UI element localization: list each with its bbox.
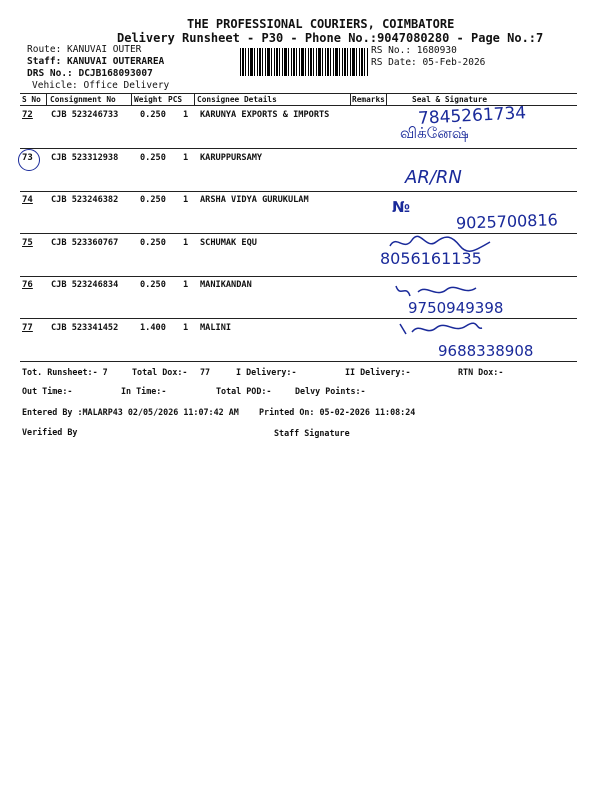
row-weight: 0.250 (140, 280, 166, 290)
row-consignment-no: CJB 523360767 (51, 238, 119, 248)
row-separator (20, 318, 577, 319)
signature-scribble-icon (396, 320, 486, 340)
row-pcs: 1 (183, 323, 189, 333)
handwritten-phone: 9750949398 (408, 299, 504, 317)
total-dox-label: Total Dox:- (132, 367, 188, 377)
entered-by: Entered By :MALARP43 02/05/2026 11:07:42 AM (22, 407, 239, 417)
row-consignee: MALINI (200, 323, 232, 333)
handwritten-phone: 9688338908 (438, 342, 534, 360)
row-weight: 0.250 (140, 110, 166, 120)
row-pcs: 1 (183, 280, 189, 290)
vehicle-label: Vehicle: Office Delivery (32, 80, 170, 91)
total-pod: Total POD:- (216, 386, 272, 396)
row-separator (20, 191, 577, 192)
table-bottom-border (20, 361, 577, 362)
row-separator (20, 148, 577, 149)
col-divider (131, 93, 132, 105)
printed-on: Printed On: 05-02-2026 11:08:24 (259, 407, 416, 417)
staff-signature: Staff Signature (274, 428, 350, 438)
handwritten-signature: விக்னேஷ் (400, 124, 469, 142)
row-consignment-no: CJB 523246834 (51, 280, 119, 290)
row-sno: 74 (22, 195, 33, 205)
company-name: THE PROFESSIONAL COURIERS, COIMBATORE (187, 17, 455, 31)
staff-label: Staff: KANUVAI OUTERAREA (27, 56, 165, 67)
col-divider (386, 93, 387, 105)
row-consignee: KARUPPURSAMY (200, 153, 263, 163)
delivery-points: Delvy Points:- (295, 386, 366, 396)
col-divider (46, 93, 47, 105)
row-consignment-no: CJB 523312938 (51, 153, 119, 163)
col-seal-signature: Seal & Signature (412, 95, 488, 104)
handwritten-signature: AR/RN (405, 167, 462, 188)
row-sno: 77 (22, 323, 33, 333)
col-sno: S No (22, 95, 41, 104)
row-weight: 0.250 (140, 153, 166, 163)
row-pcs: 1 (183, 195, 189, 205)
col-divider (350, 93, 351, 105)
out-time: Out Time:- (22, 386, 73, 396)
row-pcs: 1 (183, 153, 189, 163)
rs-number: RS No.: 1680930 (371, 45, 457, 56)
row-consignee: ARSHA VIDYA GURUKULAM (200, 195, 309, 205)
barcode-image (240, 48, 368, 76)
row-consignee: SCHUMAK EQU (200, 238, 257, 248)
row-consignee: KARUNYA EXPORTS & IMPORTS (200, 110, 330, 120)
handwritten-phone: 9025700816 (455, 210, 559, 233)
table-top-border (20, 93, 577, 94)
total-runsheet: Tot. Runsheet:- 7 (22, 367, 108, 377)
row-consignment-no: CJB 523246733 (51, 110, 119, 120)
row-sno: 75 (22, 238, 33, 248)
route-label: Route: KANUVAI OUTER (27, 44, 142, 55)
col-weight: Weight (134, 95, 163, 104)
row-weight: 0.250 (140, 195, 166, 205)
row-weight: 0.250 (140, 238, 166, 248)
runsheet-subtitle: Delivery Runsheet - P30 - Phone No.:9047080280 - Page No.:7 (117, 31, 544, 45)
row-sno: 73 (22, 153, 33, 163)
col-divider (194, 93, 195, 105)
col-pcs: PCS (168, 95, 183, 104)
signature-scribble-icon: № (392, 198, 411, 216)
row-sno: 72 (22, 110, 33, 120)
i-delivery: I Delivery:- (236, 367, 297, 377)
total-dox-value: 77 (200, 367, 211, 377)
handwritten-phone: 8056161135 (380, 249, 482, 268)
row-pcs: 1 (183, 110, 189, 120)
col-remarks: Remarks (352, 95, 385, 104)
in-time: In Time:- (121, 386, 167, 396)
handwritten-phone: 7845261734 (417, 103, 527, 129)
col-consignee: Consignee Details (197, 95, 277, 104)
verified-by: Verified By (22, 427, 78, 437)
row-consignee: MANIKANDAN (200, 280, 252, 290)
ii-delivery: II Delivery:- (345, 367, 411, 377)
col-consignment: Consignment No (50, 95, 116, 104)
row-consignment-no: CJB 523246382 (51, 195, 119, 205)
row-consignment-no: CJB 523341452 (51, 323, 119, 333)
row-weight: 1.400 (140, 323, 166, 333)
row-separator (20, 276, 577, 277)
row-sno: 76 (22, 280, 33, 290)
row-pcs: 1 (183, 238, 189, 248)
rtn-dox: RTN Dox:- (458, 367, 504, 377)
drs-number: DRS No.: DCJB168093007 (27, 68, 153, 79)
rs-date: RS Date: 05-Feb-2026 (371, 57, 486, 68)
